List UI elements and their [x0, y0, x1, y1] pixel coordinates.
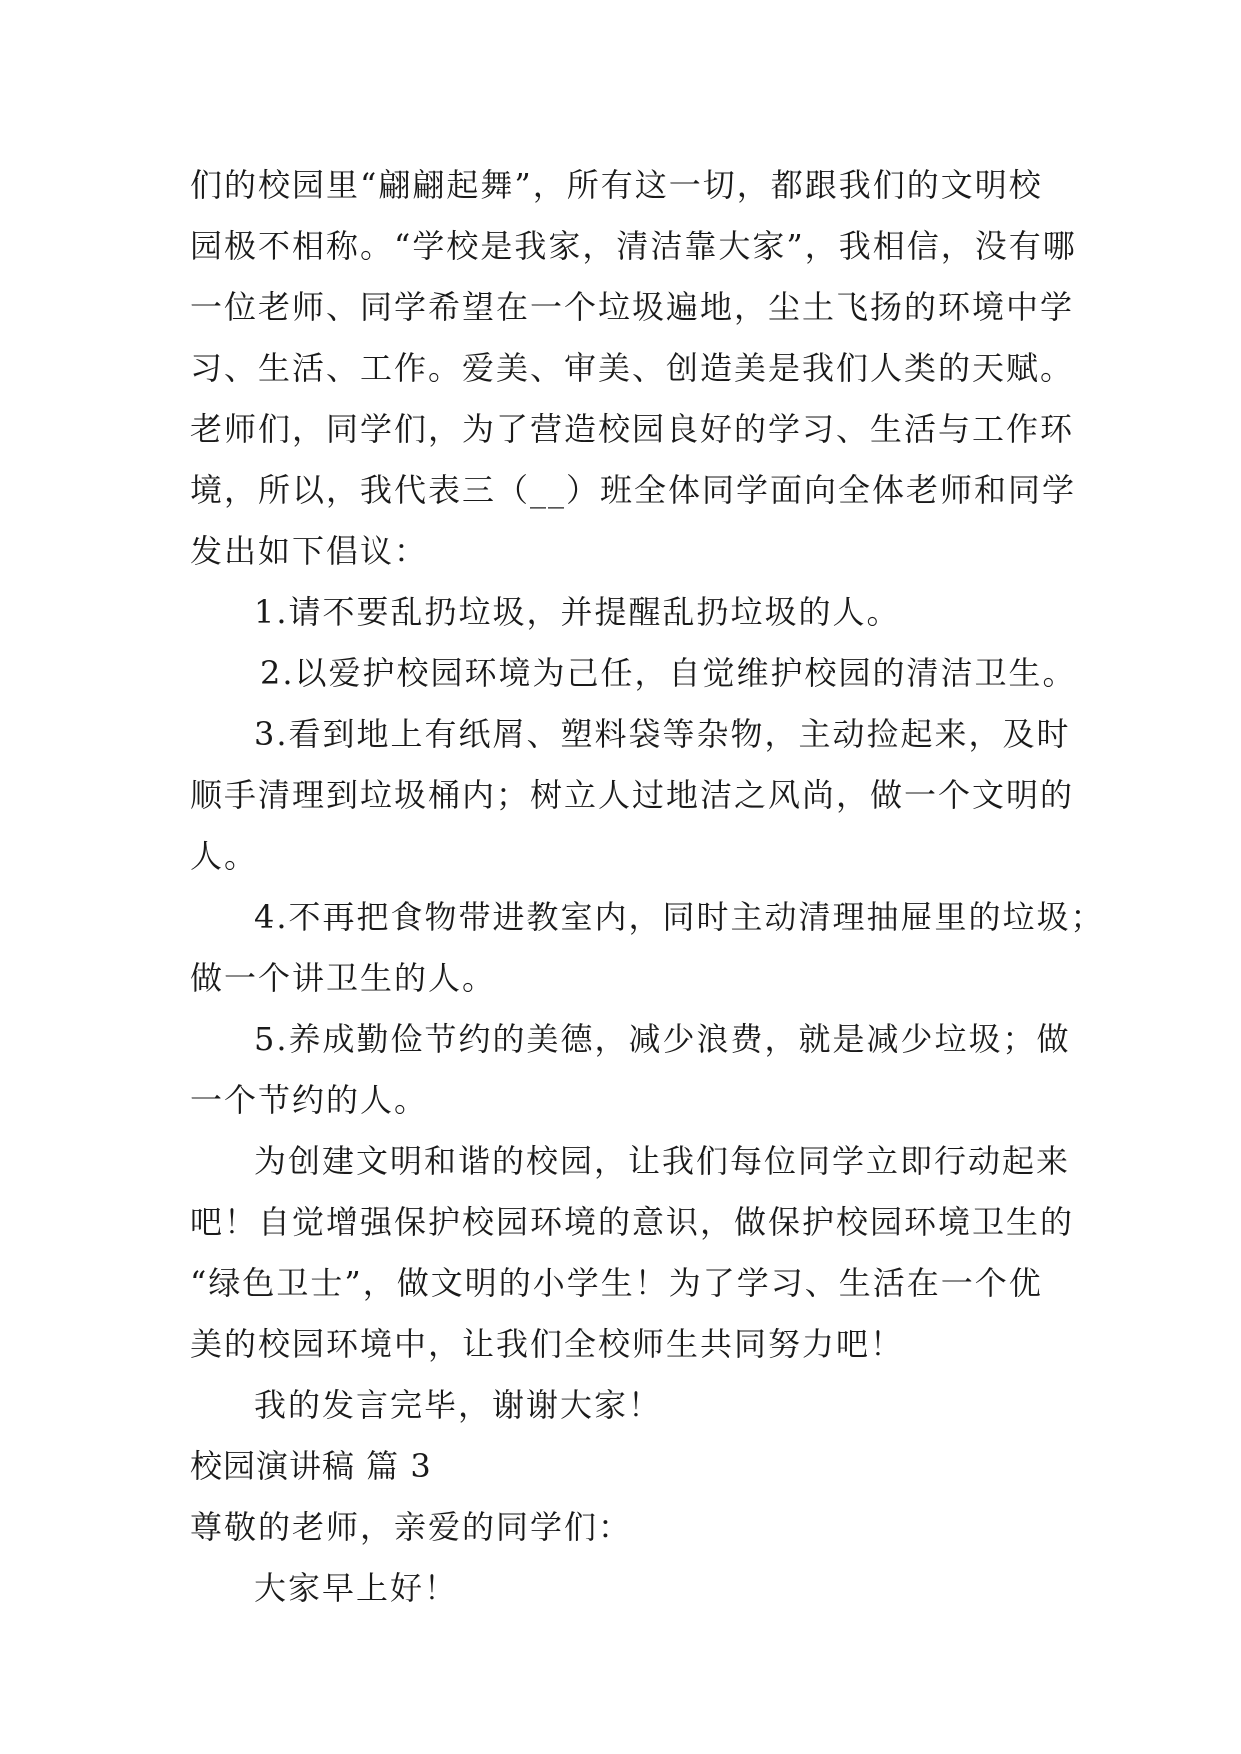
- salutation: 尊敬的老师，亲爱的同学们：: [190, 1508, 633, 1546]
- text-line: 发出如下倡议：: [190, 532, 429, 570]
- text-line: 们的校园里“翩翩起舞”，所有这一切，都跟我们的文明校: [190, 166, 1043, 204]
- greeting: 大家早上好！: [254, 1569, 459, 1607]
- text-line: 顺手清理到垃圾桶内；树立人过地洁之风尚，做一个文明的: [190, 776, 1075, 814]
- text-line: “绿色卫士”，做文明的小学生！为了学习、生活在一个优: [190, 1264, 1043, 1302]
- list-item-1: 1.请不要乱扔垃圾，并提醒乱扔垃圾的人。: [254, 593, 901, 631]
- list-item-2: 2.以爱护校园环境为己任，自觉维护校园的清洁卫生。: [260, 654, 1077, 692]
- closing-remark: 我的发言完毕，谢谢大家！: [254, 1386, 663, 1424]
- text-line: 境，所以，我代表三（__）班全体同学面向全体老师和同学: [190, 471, 1077, 509]
- text-line: 习、生活、工作。爱美、审美、创造美是我们人类的天赋。: [190, 349, 1075, 387]
- text-line: 园极不相称。“学校是我家，清洁靠大家”，我相信，没有哪: [190, 227, 1077, 265]
- text-line: 美的校园环境中，让我们全校师生共同努力吧！: [190, 1325, 905, 1363]
- text-line: 人。: [190, 837, 259, 875]
- document-body: [190, 155, 1105, 1619]
- text-line: 做一个讲卫生的人。: [190, 959, 497, 997]
- text-line: 一个节约的人。: [190, 1081, 429, 1119]
- list-item-3: 3.看到地上有纸屑、塑料袋等杂物，主动捡起来，及时: [254, 715, 1071, 753]
- section-heading: 校园演讲稿 篇 3: [190, 1447, 432, 1485]
- paragraph-start: 为创建文明和谐的校园，让我们每位同学立即行动起来: [254, 1142, 1071, 1180]
- text-line: 老师们，同学们，为了营造校园良好的学习、生活与工作环: [190, 410, 1075, 448]
- text-line: 吧！自觉增强保护校园环境的意识，做保护校园环境卫生的: [190, 1203, 1075, 1241]
- list-item-5: 5.养成勤俭节约的美德，减少浪费，就是减少垃圾；做: [254, 1020, 1071, 1058]
- list-item-4: 4.不再把食物带进教室内，同时主动清理抽屉里的垃圾；: [254, 898, 1105, 936]
- text-line: 一位老师、同学希望在一个垃圾遍地，尘土飞扬的环境中学: [190, 288, 1075, 326]
